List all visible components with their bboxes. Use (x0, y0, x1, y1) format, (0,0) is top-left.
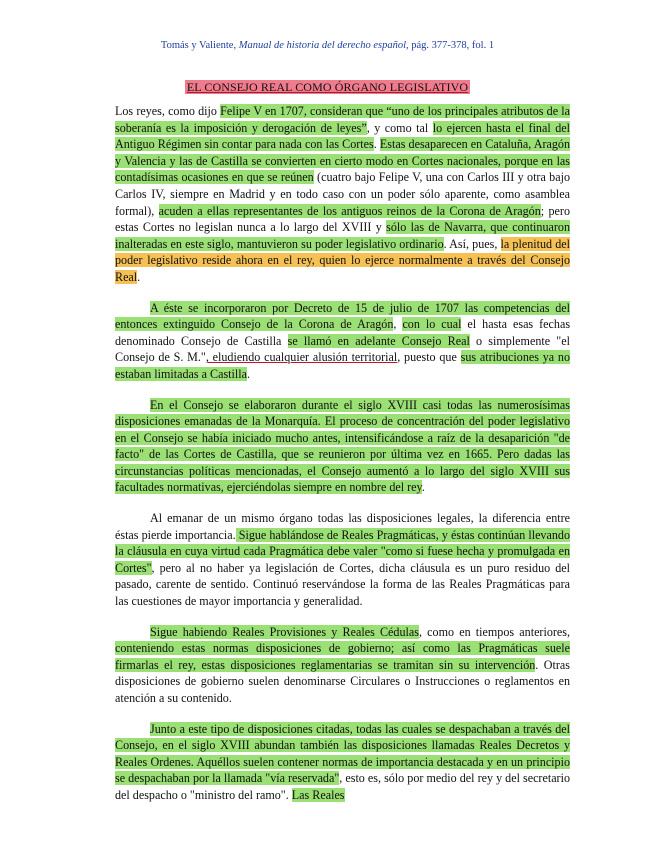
document-title-wrap (0, 80, 655, 95)
highlighted-text: A éste se incorporaron por Decreto de 15 de julio de 1707 las competencias del entonces extinguido Consejo de la Corona de Aragón (115, 300, 570, 332)
text-segment: , pero al no haber ya legislación de Cortes, dicha cláusula es un puro residuo del pasado, carente de sentido. Continuó reservándose la forma de las Reales Pragmáticas para las cuestiones de mayor importancia y generalidad. (115, 560, 570, 609)
text-segment: o simplemente "el Consejo de S. M." (115, 333, 570, 365)
highlighted-text: Junto a este tipo de disposiciones citadas, todas las cuales se despachaban a través del Consejo, en el siglo XVIII abundan también las disposiciones llamadas Reales Decretos y Reales Ordenes. Aquéllos suelen contener normas de importancia destacada y en un principio se despachaban por la llamada "vía reservada" (115, 721, 570, 786)
text-segment: . (373, 137, 380, 152)
text-segment: (cuatro bajo Felipe V, una con Carlos III y otra bajo Carlos IV, siempre en Madrid y en todo caso con un poder sólo aparente, como asamblea formal), (115, 170, 570, 218)
text-segment: . (137, 269, 141, 284)
paragraph (115, 624, 570, 707)
page-header (0, 40, 655, 51)
paragraph (115, 103, 570, 286)
paragraph (115, 300, 570, 383)
highlighted-text: Sigue habiendo Reales Provisiones y Reales Cédulas (150, 624, 419, 639)
highlighted-text: se llamó en adelante Consejo Real (287, 333, 470, 348)
text-segment: , como en tiempos anteriores, (418, 624, 570, 639)
highlighted-text: Estas desaparecen en Cataluña, Aragón y Valencia y las de Castilla se convierten en cierto modo en Cortes nacionales, porque en las contadísimas ocasiones en que se reúnen (115, 137, 571, 185)
text-segment: Al emanar de un mismo órgano todas las disposiciones legales, la diferencia entre éstas pierde importancia. (115, 511, 570, 542)
text-segment: el hasta esas fechas denominado Consejo de Castilla (115, 317, 571, 348)
text-segment: , (393, 317, 403, 332)
highlighted-text: En el Consejo se elaboraron durante el siglo XVIII casi todas las numerosísimas disposiciones emanadas de la Monarquía. El proceso de concentración del poder legislativo en el Consejo se había iniciado mucho antes, intensificándose a raíz de la desaparición "de facto" de las Cortes de Castilla, que se reunieron por última vez en 1665. Pero dadas las circunstancias políticas mencionadas, el Consejo aumentó a lo largo del siglo XVIII sus facultades normativas, ejerciéndolas siempre en nombre del rey (115, 397, 570, 495)
text-segment: , esto es, sólo por medio del rey y del secretario del despacho o "ministro del ramo". (115, 771, 570, 802)
highlighted-text: Felipe V en 1707, consideran que “uno de los principales atributos de la soberanía es la imposición y derogación de leyes” (115, 104, 570, 135)
header-author: Tomás y Valiente, (160, 40, 237, 51)
text-segment: . (247, 366, 251, 381)
highlighted-text: conteniendo estas normas disposiciones de gobierno; así como las Pragmáticas suele firmarlas el rey, estas disposiciones reglamentarias se tramitan sin su intervención (115, 641, 570, 672)
text-segment: ; pero estas Cortes no legislan nunca a lo largo del XVIII y (115, 203, 570, 235)
text-segment: Los reyes, como dijo (115, 104, 221, 118)
text-segment: . Así, pues, (443, 236, 501, 251)
highlighted-text: lo ejercen hasta el final del Antiguo Régimen sin contar para nada con las Cortes (115, 120, 570, 152)
header-book-title: Manual de historia del derecho español (238, 40, 407, 51)
highlighted-text: Las Reales (291, 787, 345, 802)
highlighted-text: acuden a ellas representantes de los antiguos reinos de la Corona de Aragón (158, 203, 541, 218)
text-segment: , y como tal (366, 120, 433, 135)
key-highlighted-text: la plenitud del poder legislativo reside ahora en el rey, quien lo ejerce normalmente a través del Consejo Real (115, 236, 571, 284)
text-segment: . (421, 480, 425, 495)
document-body (115, 103, 570, 818)
highlighted-text: con lo cual (402, 317, 462, 332)
text-segment: , puesto que (397, 350, 461, 365)
highlighted-text: sus atribuciones ya no estaban limitadas a Castilla (115, 350, 570, 381)
header-pages: , pág. 377-378, fol. 1 (406, 40, 495, 51)
paragraph (115, 721, 570, 804)
paragraph (115, 397, 570, 497)
paragraph (115, 510, 570, 610)
underlined-text: , eludiendo cualquier alusión territorial (205, 350, 398, 365)
document-title: EL CONSEJO REAL COMO ÓRGANO LEGISLATIVO (186, 80, 469, 94)
text-segment: . Otras disposiciones de gobierno suelen denominarse Circulares o Instrucciones o reglamentos en atención a su contenido. (115, 657, 570, 705)
highlighted-text: Sigue hablándose de Reales Pragmáticas, y éstas continúan llevando la cláusula en cuya virtud cada Pragmática debe valer "como si fuese hecha y promulgada en Cortes" (115, 527, 570, 575)
highlighted-text: sólo las de Navarra, que continuaron inalteradas en este siglo, mantuvieron su poder legislativo ordinario (115, 220, 570, 251)
